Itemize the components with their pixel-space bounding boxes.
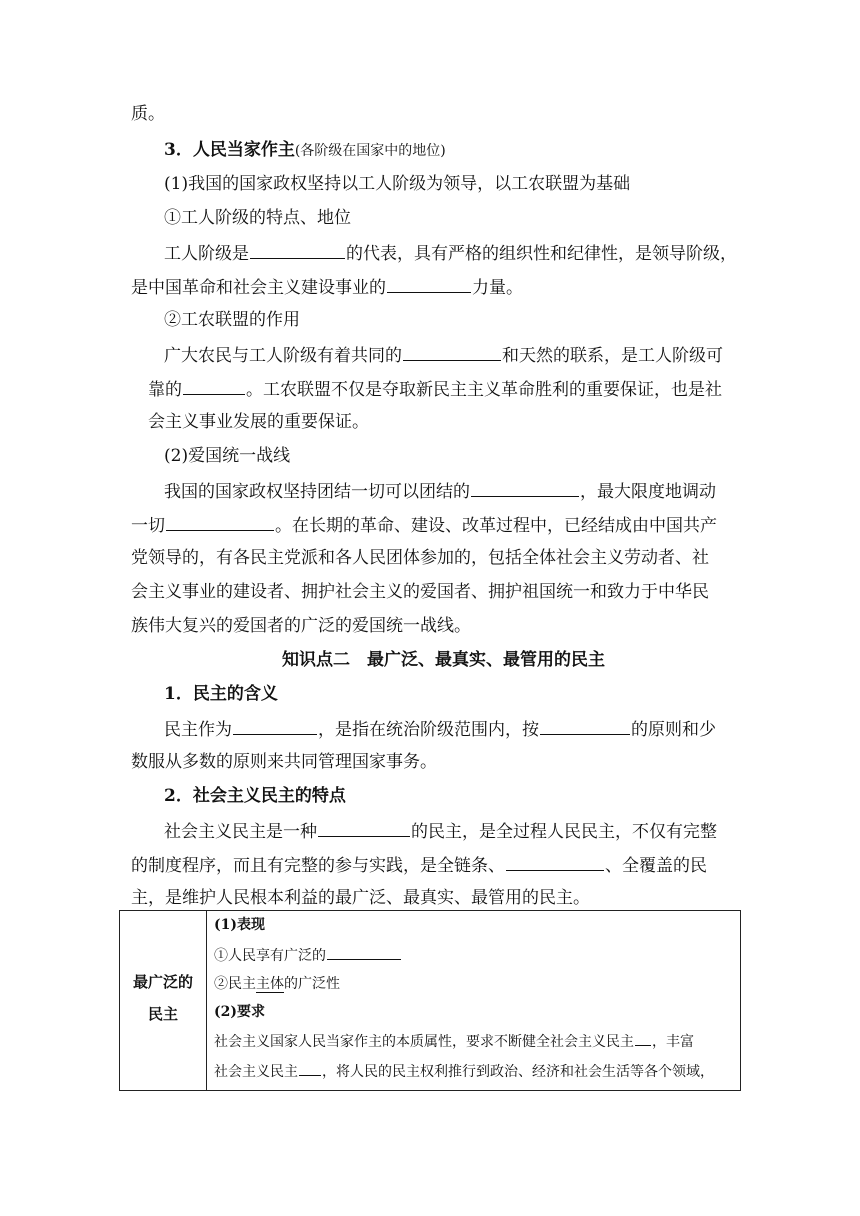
table-text [214,945,402,966]
text-segment: 的广泛性 [284,976,340,992]
text-line [131,513,717,537]
heading-note: (各阶级在国家中的地位) [294,143,446,159]
text-segment: 的原则和少 [631,720,716,740]
text-line: 数服从多数的原则来共同管理国家事务。 [131,752,437,772]
section-heading [164,139,446,162]
text-line [131,853,707,877]
text-line: 会主义事业的建设者、拥护社会主义的爱国者、拥护祖国统一和致力于中华民 [131,582,709,602]
fill-blank[interactable] [506,853,604,871]
text-segment: ①人民享有广泛的 [214,948,326,964]
text-segment: 民主作为 [164,720,232,740]
text-segment: ，将人民的民主权利推行到政治、经济和社会生活等各个领域， [322,1064,714,1080]
fill-blank[interactable] [318,819,410,837]
text-line [131,275,523,299]
fill-blank[interactable] [387,275,471,293]
text-segment: 力量。 [472,278,523,298]
fill-blank[interactable] [635,1031,651,1046]
text-segment: ，丰富 [652,1034,694,1050]
text-segment: 一切 [131,516,165,536]
section-heading: 1．民主的含义 [164,684,278,704]
text-segment: 的代表，具有严格的组织性和纪律性，是领导阶级， [346,244,737,264]
text-segment: ，是指在统治阶级范围内，按 [318,720,539,740]
section-heading: 2．社会主义民主的特点 [164,786,346,806]
text-line: 质。 [131,104,165,124]
fill-blank[interactable] [327,945,401,960]
table-label-cell [120,911,207,1090]
text-segment: ，最大限度地调动 [580,482,716,502]
text-segment: 主体 [256,976,284,992]
fill-blank[interactable] [471,479,579,497]
text-line [164,241,737,265]
text-line: (1)我国的国家政权坚持以工人阶级为领导，以工农联盟为基础 [164,174,631,194]
text-line: ②工农联盟的作用 [164,310,300,330]
table-text: (2)要求 [214,1004,265,1020]
text-segment: 广大农民与工人阶级有着共同的 [164,346,402,366]
text-segment: 的制度程序，而且有完整的参与实践，是全链条、 [131,856,505,876]
text-line [148,377,722,401]
fill-blank[interactable] [183,377,245,395]
table-text: (1)表现 [214,917,265,933]
text-line: (2)爱国统一战线 [164,446,291,466]
table-label: 最广泛的 [132,973,193,991]
text-line [164,717,716,741]
text-segment: 社会主义国家人民当家作主的本质属性，要求不断健全社会主义民主 [214,1034,634,1050]
table-text [214,1031,694,1052]
table-text [214,974,340,994]
fill-blank[interactable] [166,513,274,531]
text-segment: 工人阶级是 [164,244,249,264]
fill-blank[interactable] [233,717,317,735]
text-segment: 是中国革命和社会主义建设事业的 [131,278,386,298]
text-line: ①工人阶级的特点、地位 [164,208,351,228]
text-segment: 。在长期的革命、建设、改革过程中，已经结成由中国共产 [275,516,717,536]
fill-blank[interactable] [403,343,501,361]
fill-blank[interactable] [299,1061,321,1076]
fill-blank[interactable] [250,241,345,259]
text-line: 党领导的，有各民主党派和各人民团体参加的，包括全体社会主义劳动者、社 [131,548,709,568]
text-segment: 社会主义民主是一种 [164,822,317,842]
text-line [164,343,723,367]
text-segment: 我国的国家政权坚持团结一切可以团结的 [164,482,470,502]
democracy-table [119,910,741,1091]
text-segment: ②民主 [214,976,256,992]
table-label: 民主 [147,1005,178,1023]
knowledge-point-heading: 知识点二 最广泛、最真实、最管用的民主 [282,650,605,670]
text-segment: 的民主，是全过程人民民主，不仅有完整 [411,822,717,842]
text-line [164,479,716,503]
fill-blank[interactable] [540,717,630,735]
text-segment: 。工农联盟不仅是夺取新民主主义革命胜利的重要保证，也是社 [246,380,722,400]
text-segment: 社会主义民主 [214,1064,298,1080]
table-text [214,1061,714,1082]
text-segment: 和天然的联系，是工人阶级可 [502,346,723,366]
text-line: 族伟大复兴的爱国者的广泛的爱国统一战线。 [131,616,471,636]
heading-text: 3．人民当家作主 [164,140,295,160]
text-line [164,819,717,843]
text-line: 会主义事业发展的重要保证。 [148,412,369,432]
text-segment: 、全覆盖的民 [605,856,707,876]
text-line: 主，是维护人民根本利益的最广泛、最真实、最管用的民主。 [131,888,590,908]
text-segment: 靠的 [148,380,182,400]
